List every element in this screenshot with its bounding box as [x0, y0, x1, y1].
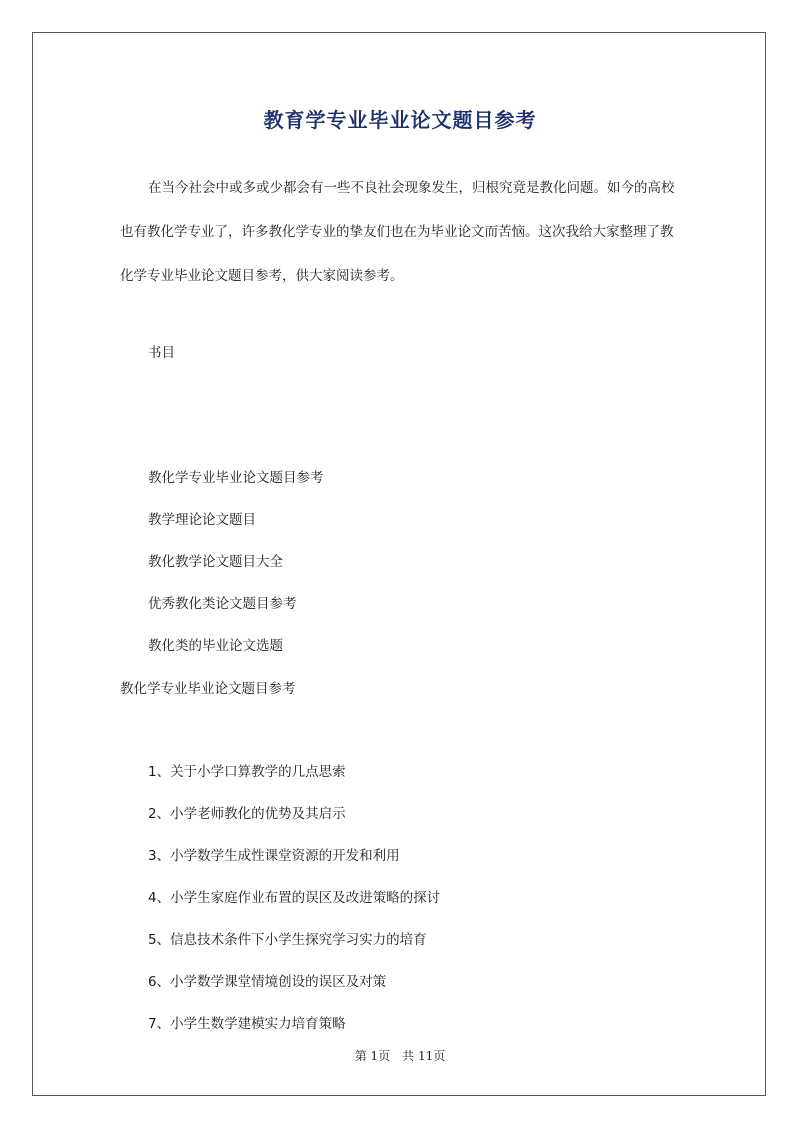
document-title: 教育学专业毕业论文题目参考 [263, 108, 537, 132]
toc-heading: 书目 [148, 345, 175, 361]
topic-item: 6、小学数学课堂情境创设的误区及对策 [148, 974, 387, 990]
topic-item: 1、关于小学口算教学的几点思索 [148, 764, 346, 780]
topic-item: 5、信息技术条件下小学生探究学习实力的培育 [148, 932, 427, 948]
intro-paragraph: 在当今社会中或多或少都会有一些不良社会现象发生，归根究竟是教化问题。如今的高校也有教化学专业了，许多教化学专业的挚友们也在为毕业论文而苦恼。这次我给大家整理了教化学专业毕业论文题目参考，供大家阅读参考。 [120, 180, 675, 284]
toc-item: 教学理论论文题目 [148, 512, 256, 528]
toc-item: 教化学专业毕业论文题目参考 [148, 470, 324, 486]
topic-item: 2、小学老师教化的优势及其启示 [148, 806, 346, 822]
topic-item: 4、小学生家庭作业布置的误区及改进策略的探讨 [148, 890, 441, 906]
toc-item: 优秀教化类论文题目参考 [148, 596, 297, 612]
toc-item: 教化类的毕业论文选题 [148, 638, 283, 654]
topic-item: 3、小学数学生成性课堂资源的开发和利用 [148, 848, 400, 864]
toc-item: 教化教学论文题目大全 [148, 554, 283, 570]
section-heading: 教化学专业毕业论文题目参考 [120, 681, 296, 697]
topic-item: 7、小学生数学建模实力培育策略 [148, 1016, 346, 1032]
page-footer: 第 1页 共 11页 [354, 1049, 446, 1063]
